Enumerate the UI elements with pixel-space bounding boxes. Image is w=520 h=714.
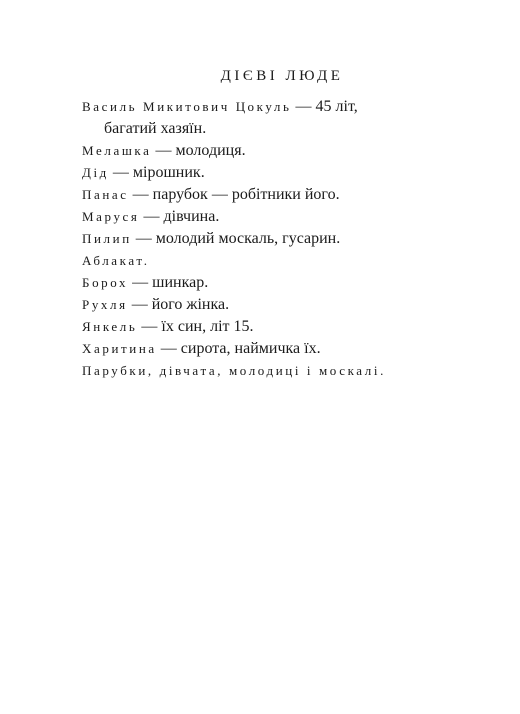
cast-entry [82,162,492,184]
character-description: — дівчина. [139,208,220,225]
character-description: — його жінка. [127,296,230,313]
cast-entry [82,184,492,206]
cast-entry [82,338,492,360]
character-name: Янкель [82,319,138,334]
cast-entry [82,360,492,382]
character-description: — сирота, наймичка їх. [156,340,321,357]
cast-entry [82,96,492,140]
cast-entry [82,316,492,338]
cast-entry [82,250,492,272]
cast-entry [82,228,492,250]
cast-entry [82,140,492,162]
character-name: Василь Микитович Цокуль [82,99,292,114]
character-name: Борох [82,275,129,290]
character-description: — молодиця. [151,142,246,159]
character-description: — їх син, літ 15. [137,318,254,335]
character-name: Дід [82,165,109,180]
cast-entry [82,206,492,228]
page-heading: ДІЄВІ ЛЮДЕ [220,68,344,84]
character-description: — молодий москаль, гусарин. [131,230,341,247]
character-name: Панас [82,187,129,202]
character-description: — мірошник. [108,164,205,181]
cast-list [82,96,492,382]
character-name: Аблакат. [82,253,150,268]
character-name: Парубки, дівчата, молодиці і москалі. [82,363,386,378]
character-description-continued: багатий хазяїн. [104,120,207,137]
character-description: — 45 літ, [291,98,358,115]
character-name: Мелашка [82,143,152,158]
character-description: — парубок — робітники його. [128,186,340,203]
character-description: — шинкар. [128,274,209,291]
character-name: Харитина [82,341,157,356]
character-name: Пилип [82,231,132,246]
character-name: Маруся [82,209,140,224]
cast-entry [82,272,492,294]
character-name: Рухля [82,297,128,312]
cast-entry [82,294,492,316]
